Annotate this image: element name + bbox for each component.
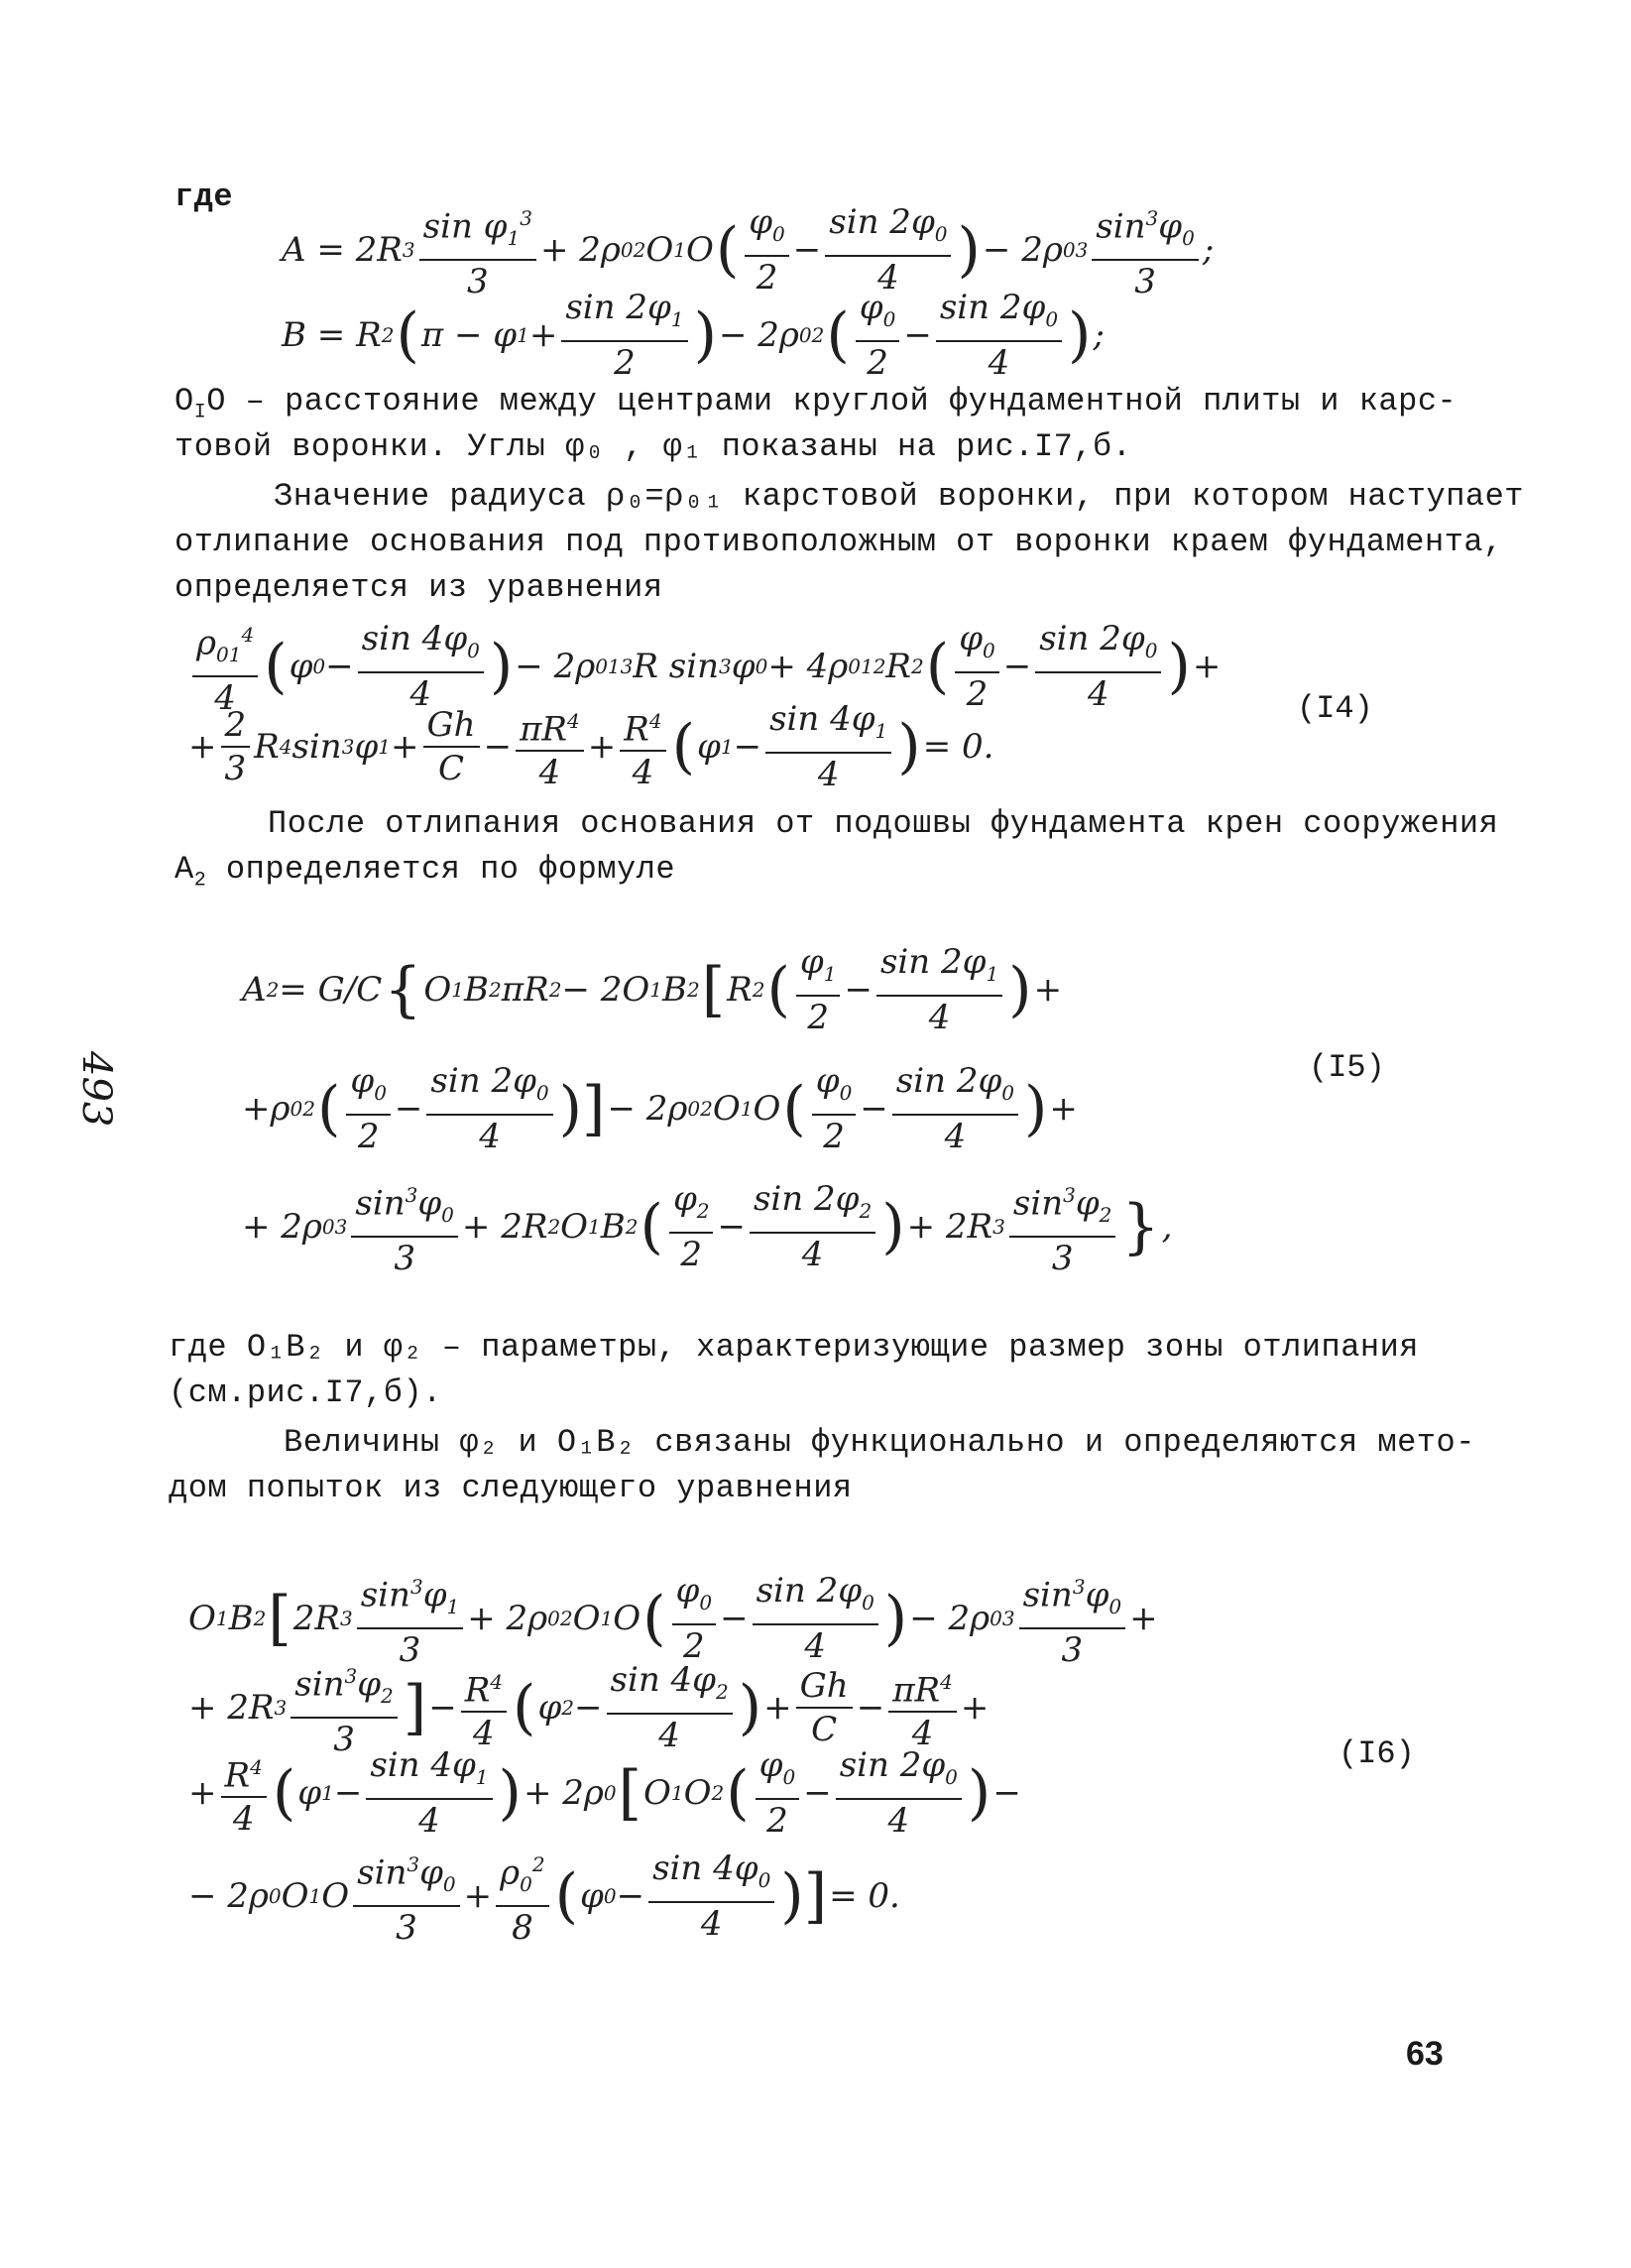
- formula-b: B = R 2 ( π − φ 1 + $\frac{\sin 2\varphi_1}{2}$ ) − 2ρ 0 2 ( $\frac{\varphi_0}{2}$ − $\frac{\sin 2\varphi_0}{4}$ ) ;: [282, 288, 1105, 383]
- equation-15-line2: +ρ 0 2 ( $\frac{\varphi_0}{2}$ − $\frac{\sin 2\varphi_0}{4}$ )] − 2ρ 0 2 O 1 O ( $\frac{\varphi_0}{2}$ − $\frac{\sin 2\varphi_0}{4}$ ) +: [242, 1061, 1078, 1156]
- text-fragment: определяется по формуле: [206, 851, 676, 888]
- page-number: 63: [1406, 2035, 1444, 2073]
- equation-16-line3: + $\frac{R^4}{4}$ ( φ 1 − $\frac{\sin 4\varphi_1}{4}$ ) + 2ρ 0 [ O 1 O 2 ( $\frac{\varphi_0}{2}$ − $\frac{\sin 2\varphi_0}{4}$ ) −: [188, 1745, 1021, 1841]
- equation-15-line1: A 2 = G/C { O 1 B 2 πR 2 − 2O 1 B 2 [ R 2 ( $\frac{\varphi_1}{2}$ − $\frac{\sin 2\varphi_1}{4}$ ) +: [242, 942, 1063, 1037]
- text-line: Величины φ₂ и О₁В₂ связаны функционально и определяются мето-: [284, 1424, 1475, 1461]
- text-line: определяется из уравнения: [175, 569, 663, 606]
- text-fragment: О: [175, 383, 194, 419]
- equation-number-15: (I5): [1309, 1049, 1385, 1086]
- equation-14-line1: $\frac{\rho_{01}^4}{4}$ ( φ 0 − $\frac{\sin 4\varphi_0}{4}$ ) − 2ρ 01 3 R sin 3 φ 0 + 4ρ 01 2 R 2 ( $\frac{\varphi_0}{2}$ − $\frac{\sin 2\varphi_0}{4}$ ) +: [188, 615, 1221, 718]
- text-line: Значение радиуса ρ₀=ρ₀₁ карстовой воронки, при котором наступает: [274, 478, 1524, 515]
- text-fragment: А: [175, 851, 194, 888]
- text-fragment: О – расстояние между центрами круглой фундаментной плиты и карс-: [206, 383, 1457, 419]
- equation-number-16: (I6): [1339, 1735, 1415, 1772]
- equation-15-line3: + 2ρ 0 3 $\frac{\sin^3\varphi_0}{3}$ + 2R 2 O 1 B 2 ( $\frac{\varphi_2}{2}$ − $\frac{\sin 2\varphi_2}{4}$ ) + 2R 3 $\frac{\sin^3\varphi_2}{3}$ } ,: [242, 1175, 1172, 1278]
- where-label: где: [175, 179, 234, 215]
- text-line: [175, 847, 675, 903]
- equation-14-line2: + $\frac{2}{3}$ R 4 sin 3 φ 1 + $\frac{Gh}{C}$ − $\frac{\pi R^4}{4}$ + $\frac{R^4}{4}$ ( φ 1 − $\frac{\sin 4\varphi_1}{4}$ ) = 0.: [188, 699, 994, 794]
- margin-annotation: 493: [73, 1051, 119, 1128]
- equation-16-line1: O 1 B 2 [ 2R 3 $\frac{\sin^3\varphi_1}{3}$ + 2ρ 0 2 O 1 O ( $\frac{\varphi_0}{2}$ − $\frac{\sin 2\varphi_0}{4}$ ) − 2ρ 0 3 $\frac{\sin^3\varphi_0}{3}$ +: [188, 1567, 1158, 1670]
- text-fragment: 2: [193, 869, 207, 893]
- text-line: отлипание основания под противоположным от воронки краем фундамента,: [175, 524, 1503, 560]
- equation-number-14: (I4): [1297, 690, 1373, 727]
- text-line: (см.рис.I7,б).: [169, 1374, 442, 1411]
- equation-16-line2: + 2R 3 $\frac{\sin^3\varphi_2}{3}$ ] − $\frac{R^4}{4}$ ( φ 2 − $\frac{\sin 4\varphi_2}{4}$ ) + $\frac{Gh}{C}$ − $\frac{\pi R^4}{4}$ +: [188, 1656, 989, 1759]
- text-fragment: I: [193, 401, 207, 424]
- equation-16-line4: − 2ρ 0 O 1 O $\frac{\sin^3\varphi_0}{3}$ + $\frac{\rho_0^2}{8}$ ( φ 0 − $\frac{\sin 4\varphi_0}{4}$ )] = 0.: [188, 1845, 900, 1948]
- text-line: После отлипания основания от подошвы фундамента крен сооружения: [268, 805, 1499, 842]
- formula-a: A = 2R 3 $\frac{\sin \varphi_1^3}{3}$ + 2ρ 0 2 O 1 O ( $\frac{\varphi_0}{2}$ − $\frac{\sin 2\varphi_0}{4}$ ) − 2ρ 0 3 $\frac{\sin^3\varphi_0}{3}$ ;: [282, 198, 1214, 301]
- text-line: дом попыток из следующего уравнения: [169, 1470, 853, 1506]
- text-line: товой воронки. Углы φ₀ , φ₁ показаны на рис.I7,б.: [175, 428, 1132, 465]
- text-line: где О₁В₂ и φ₂ – параметры, характеризующие размер зоны отлипания: [169, 1329, 1419, 1366]
